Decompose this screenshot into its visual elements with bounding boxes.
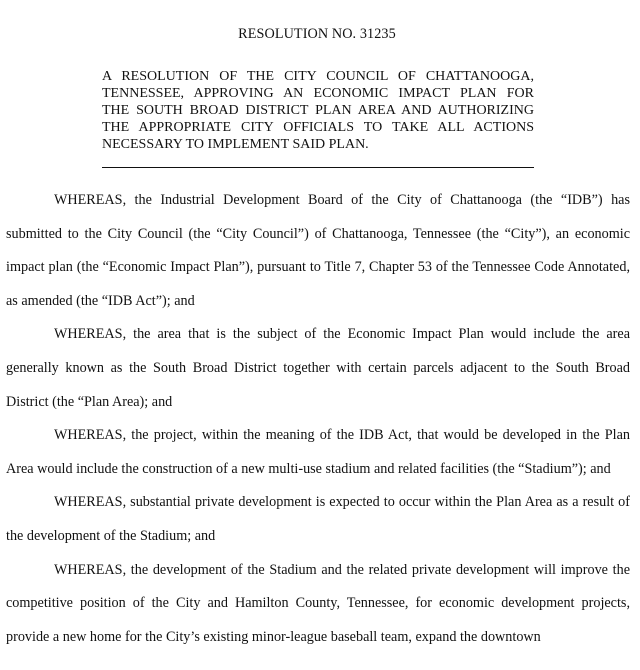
title-line: NECESSARY TO IMPLEMENT SAID PLAN. [102,137,369,152]
resolution-number: RESOLUTION NO. 31235 [238,26,396,42]
title-line: THE APPROPRIATE CITY OFFICIALS TO TAKE ALL ACTIONS [102,120,534,135]
whereas-paragraph: WHEREAS, the development of the Stadium and the related private development will improve the competitive position of the City and Hamilton County, Tennessee, for economic development projects, provide a new home for the City’s existing minor-league baseball team, expand the downtown [6,561,630,645]
title-line: THE SOUTH BROAD DISTRICT PLAN AREA AND AUTHORIZING [102,103,534,118]
title-line: TENNESSEE, APPROVING AN ECONOMIC IMPACT PLAN FOR [102,86,534,101]
whereas-paragraph: WHEREAS, the area that is the subject of the Economic Impact Plan would include the area generally known as the South Broad District together with certain parcels adjacent to the South Broad District (the “Plan Area); and [6,326,630,410]
resolution-title [102,68,534,153]
whereas-paragraph: WHEREAS, substantial private development is expected to occur within the Plan Area as a result of the development of the Stadium; and [6,494,630,544]
whereas-paragraph: WHEREAS, the project, within the meaning of the IDB Act, that would be developed in the Plan Area would include the construction of a new multi-use stadium and related facilities (the “Stadium”); and [6,427,630,477]
resolution-body [6,184,630,654]
whereas-paragraph: WHEREAS, the Industrial Development Board of the City of Chattanooga (the “IDB”) has submitted to the City Council (the “City Council”) of Chattanooga, Tennessee (the “City”), an economic impact plan (the “Economic Impact Plan”), pursuant to Title 7, Chapter 53 of the Tennessee Code Annotated, as amended (the “IDB Act”); and [6,192,630,309]
title-underline-rule [102,167,534,168]
title-line: A RESOLUTION OF THE CITY COUNCIL OF CHATTANOOGA, [102,69,534,84]
